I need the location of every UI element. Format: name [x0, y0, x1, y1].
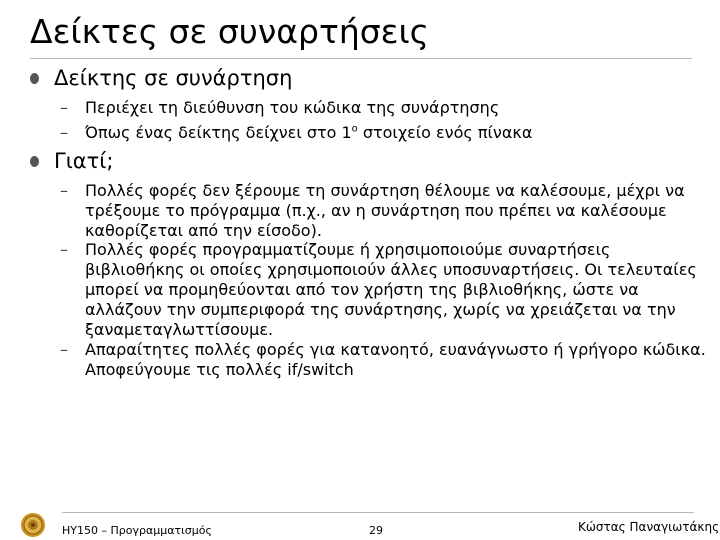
title-divider — [30, 58, 692, 59]
footer-course: ΗΥ150 – Προγραμματισμός — [62, 524, 212, 537]
subbullet-text: Πολλές φορές δεν ξέρουμε τη συνάρτηση θέλουμε να καλέσουμε, μέχρι να τρέξουμε το πρόγραμμα (π.χ., αν η συνάρτηση που πρέπει να καλέσουμε καθορίζεται από την είσοδο). — [85, 181, 685, 240]
subbullet-text: Περιέχει τη διεύθυνση του κώδικα της συνάρτησης — [85, 98, 500, 117]
subbullet-text — [85, 123, 710, 143]
subbullet-item — [60, 340, 710, 380]
bullet-text: Γιατί; — [54, 149, 114, 173]
dash-icon: – — [60, 340, 68, 359]
dash-icon: – — [60, 181, 68, 200]
subbullet-text-main: Όπως ένας δείκτης δείχνει στο $1^o$ στοιχείο ενός πίνακα — [85, 123, 533, 142]
subbullet-item — [60, 123, 710, 143]
subbullet-item — [60, 181, 710, 241]
round-bullet-icon — [30, 73, 39, 84]
subbullet-item — [60, 98, 710, 118]
slide-title: Δείκτες σε συναρτήσεις — [30, 12, 430, 51]
subbullet-text: Πολλές φορές προγραμματίζουμε ή χρησιμοποιούμε συναρτήσεις βιβλιοθήκης οι οποίες χρησιμοποιούν άλλες υποσυναρτήσεις. Οι τελευταίες μπορεί να προμηθεύονται από τον χρήστη της βιβλιοθήκης, ώστε να αλλάζουν την συμπεριφορά της συνάρτησης, χωρίς να χρειάζεται να την ξαναμεταγλωττίσουμε. — [85, 240, 697, 339]
dash-icon: – — [60, 98, 68, 117]
subbullet-text: Απαραίτητες πολλές φορές για κατανοητό, ευανάγνωστο ή γρήγορο κώδικα. Αποφεύγουμε τις πολλές if/switch — [85, 340, 706, 379]
bullet-text: Δείκτης σε συνάρτηση — [54, 66, 293, 90]
footer-author: Κώστας Παναγιωτάκης — [578, 520, 720, 534]
round-bullet-icon — [30, 156, 39, 167]
footer-page-number: 29 — [369, 524, 383, 537]
university-seal-icon — [20, 512, 46, 538]
dash-icon: – — [60, 123, 68, 142]
footer-divider — [62, 512, 694, 513]
subbullet-item — [60, 240, 710, 340]
dash-icon: – — [60, 240, 68, 259]
